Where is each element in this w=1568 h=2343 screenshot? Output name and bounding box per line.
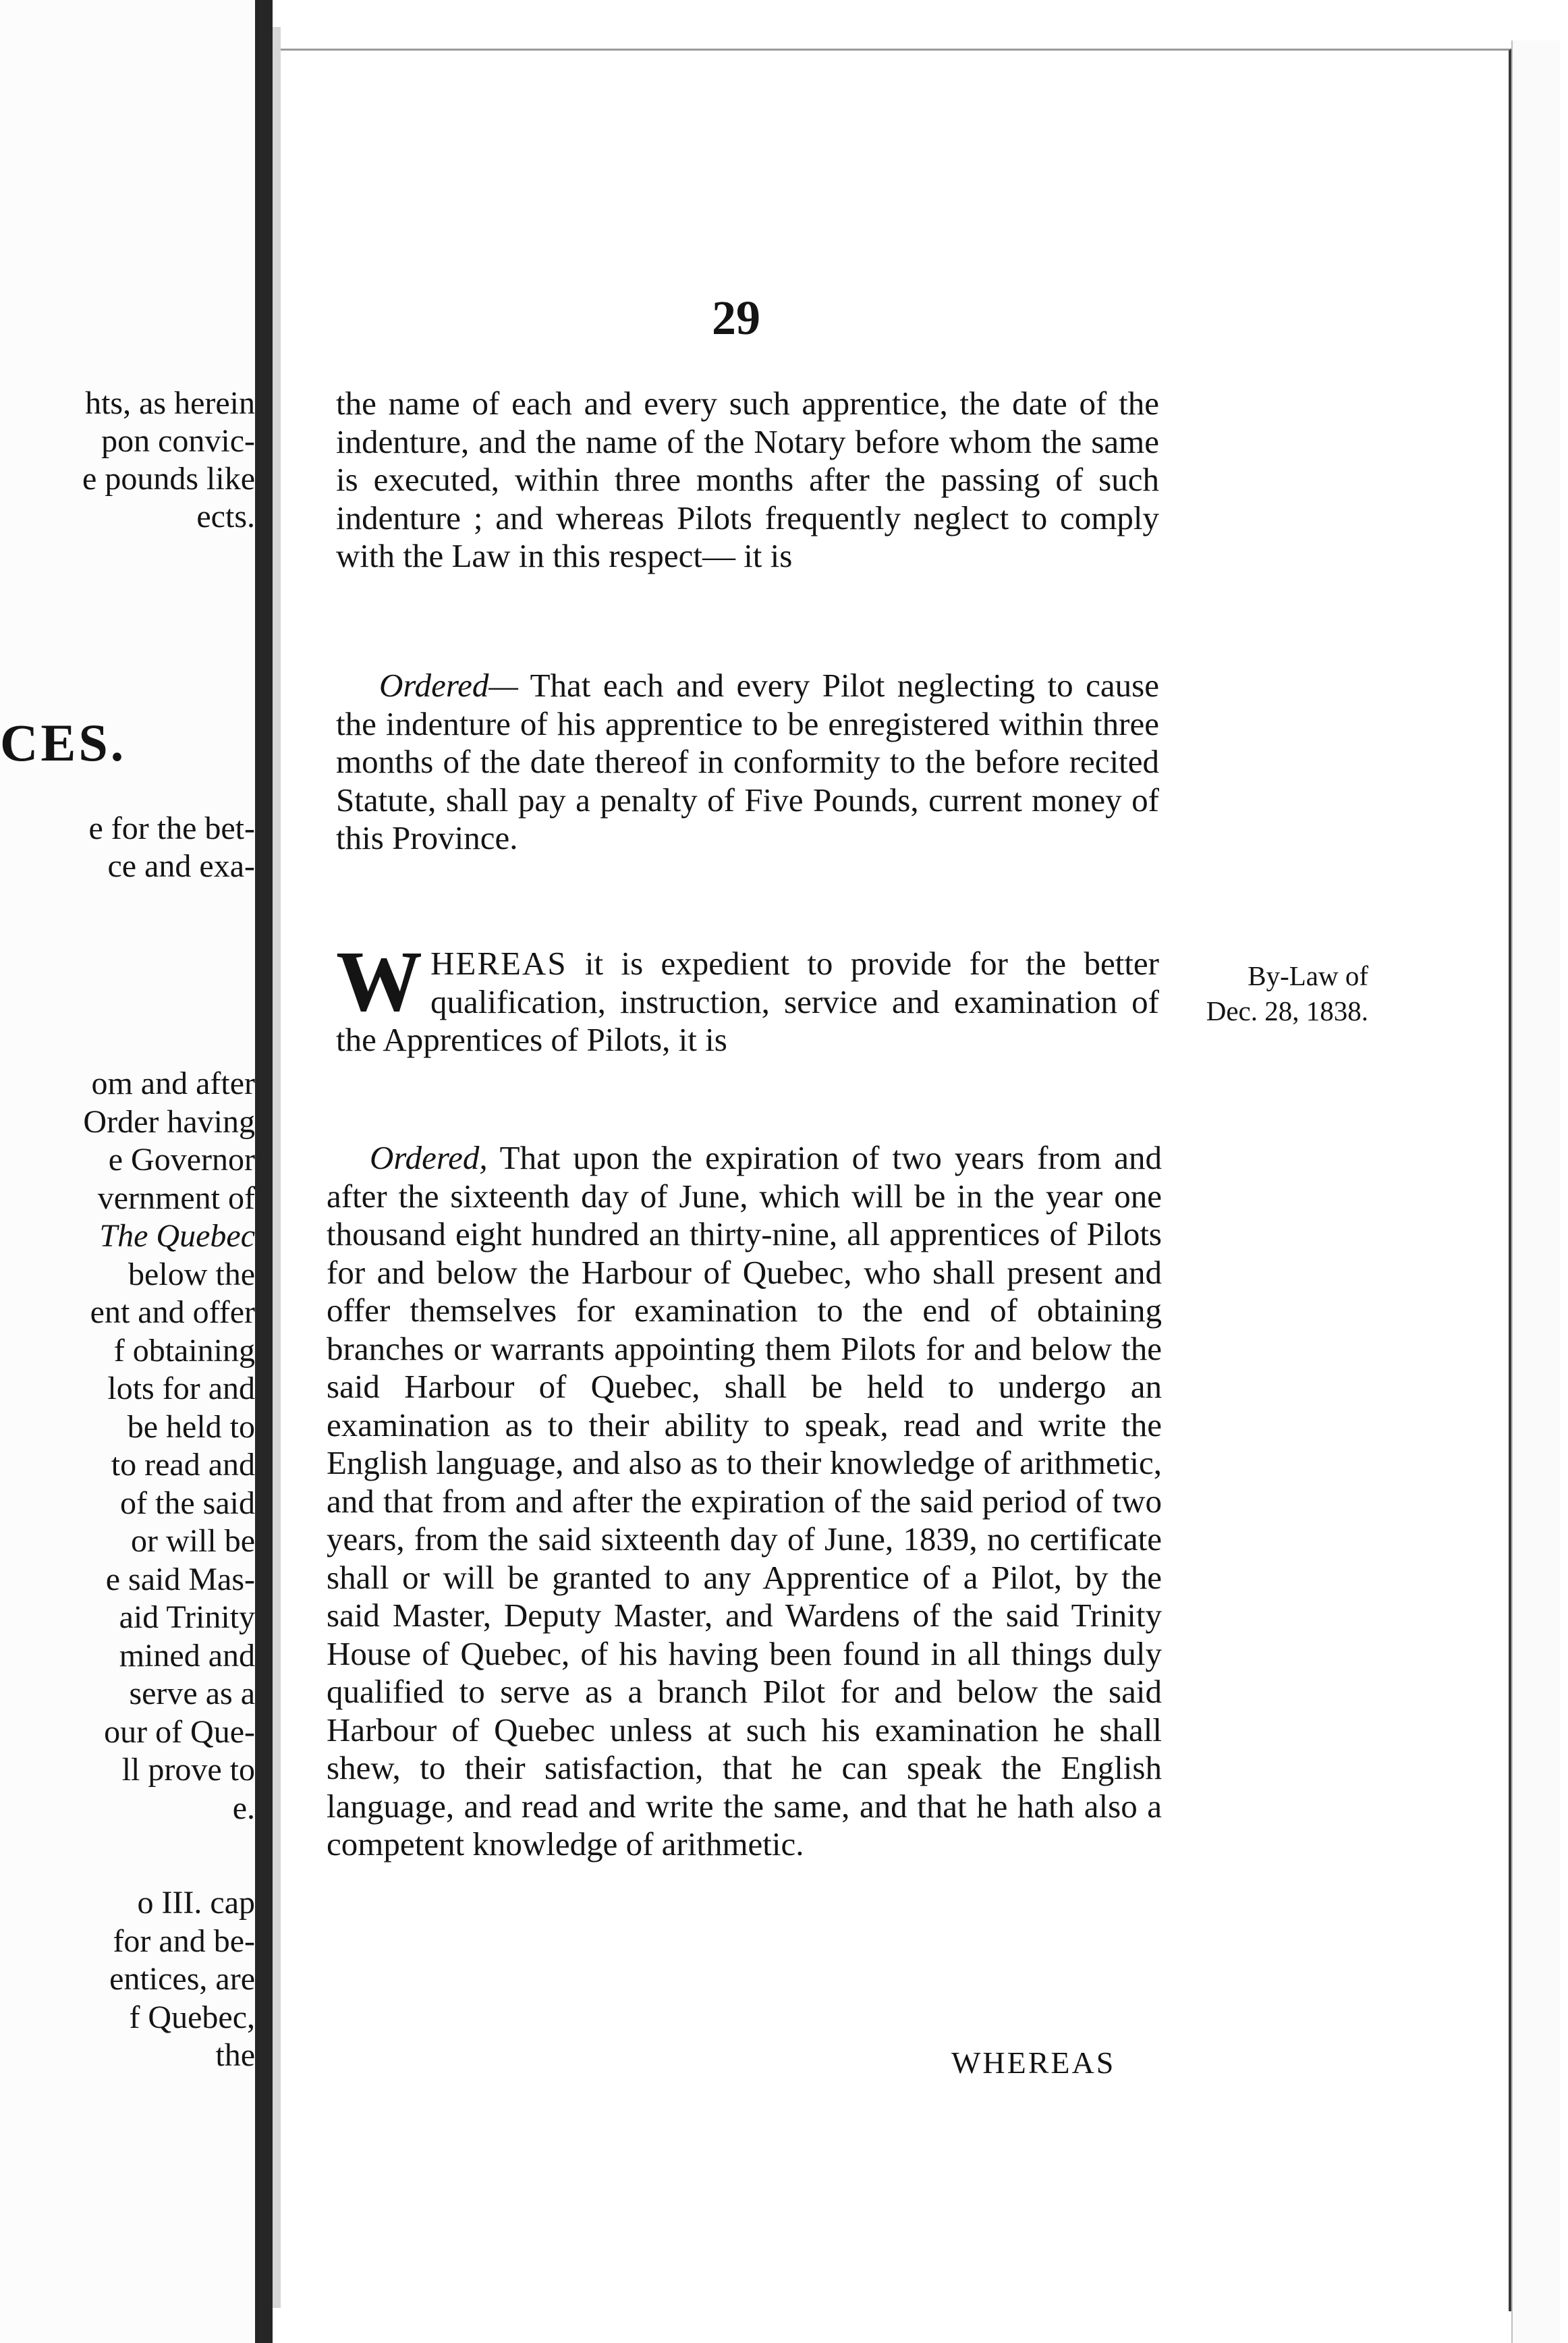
facing-page-line: vernment of [97,1180,255,1216]
order-body: That upon the expiration of two years from and after the sixteenth day of June, which will be in the year one thousand eight hundred an thirty-nine, all apprentices of Pilots for and below the Harbour of Quebec, who shall present and offer themselves for examination to the end of obtaining branches or warrants appointing them Pilots for and below the said Harbour of Quebec, shall be held to undergo an examination as to their ability to speak, read and write the English language, and also as to their knowledge of arithmetic, and that from and after the expiration of the said period of two years, from the said sixteenth day of June, 1839, no certificate shall or will be granted to any Apprentice of a Pilot, by the said Master, Deputy Master, and Wardens of the said Trinity House of Quebec, of his having been found in all things duly qualified to serve as a branch Pilot for and below the said Harbour of Quebec unless at such his examination he shall shew, to their satisfaction, that he can speak the English language, and read and write the same, and that he hath also a competent knowledge of arithmetic. [327,1139,1162,1863]
facing-page-line: ll prove to [121,1752,255,1788]
facing-page-line: Order having [83,1103,255,1140]
ordered-lead: Ordered, [370,1139,488,1176]
facing-page-line: The Quebec [99,1218,255,1254]
facing-page-line: our of Que- [104,1713,255,1750]
paragraph-text: the name of each and every such apprentice, the date of the indenture, and the name of the Notary before whom the same is executed, within three months after the passing of such indenture ; and whereas Pilots frequently neglect to comply with the Law in this respect— it is [336,385,1159,574]
ordered-lead: Ordered— [379,667,518,704]
book-gutter [255,0,273,2343]
facing-page-line: o III. cap [137,1885,255,1921]
facing-page-line: f obtaining [113,1332,255,1369]
facing-page-line: e for the bet- [88,810,255,846]
catchword: WHEREAS [951,2045,1116,2080]
facing-page-line: ects. [196,499,255,534]
facing-page-line: aid Trinity [119,1599,255,1635]
facing-page-line: e. [232,1790,255,1826]
drop-capital: W [336,933,422,1029]
facing-page-line: serve as a [129,1676,255,1711]
paragraph-text [336,667,1159,858]
margin-note-line: By-Law of [1248,960,1368,991]
paragraph-indenture-notice [336,385,1159,576]
facing-page-line: mined and [119,1637,255,1674]
paragraph-text [336,933,1159,1059]
facing-page-line: entices, are [109,1961,255,1997]
facing-page-line: for and be- [113,1923,255,1959]
order-body: That each and every Pilot neglecting to cause the indenture of his apprentice to be enregistered within three months of the date thereof in conformity to the before recited Statute, shall pay a penalty of Five Pounds, current money of this Province. [336,667,1159,856]
margin-note-bylaw [1200,958,1368,1028]
facing-page-line: be held to [127,1408,255,1445]
margin-note-line: Dec. 28, 1838. [1206,995,1368,1026]
facing-page-line: ent and offer [90,1294,255,1330]
facing-page-line: or will be [131,1523,255,1559]
paragraph-text [327,1139,1162,1864]
paragraph-whereas-bylaw [336,933,1159,1059]
facing-page-line: e Governor [108,1142,255,1178]
facing-page-line: hts, as herein [85,385,255,421]
facing-page-heading: CES. [0,713,127,772]
whereas-body: it is expedient to provide for the better qualification, instruction, service and examination of the Apprentices of Pilots, it is [336,945,1159,1058]
facing-page-line: of the said [120,1485,255,1521]
facing-page-line: the [215,2037,255,2073]
book-gutter-shadow [273,27,281,2308]
paragraph-penalty-order [336,667,1159,858]
facing-page-line: e said Mas- [105,1561,255,1597]
facing-page-line: f Quebec, [129,1999,255,2035]
facing-page [0,0,256,2343]
facing-page-line: pon convic- [101,423,255,459]
facing-page-line: e pounds like [82,461,255,497]
facing-page-line: ce and exa- [107,848,255,884]
facing-page-line: below the [128,1256,255,1292]
page-edge [1511,40,1560,2343]
page-number: 29 [712,291,760,345]
facing-page-line: lots for and [107,1371,255,1406]
paragraph-examination-order [327,1139,1162,1864]
whereas-caps: HEREAS [430,945,567,982]
facing-page-line: om and after [91,1066,255,1101]
facing-page-line: to read and [111,1447,255,1483]
